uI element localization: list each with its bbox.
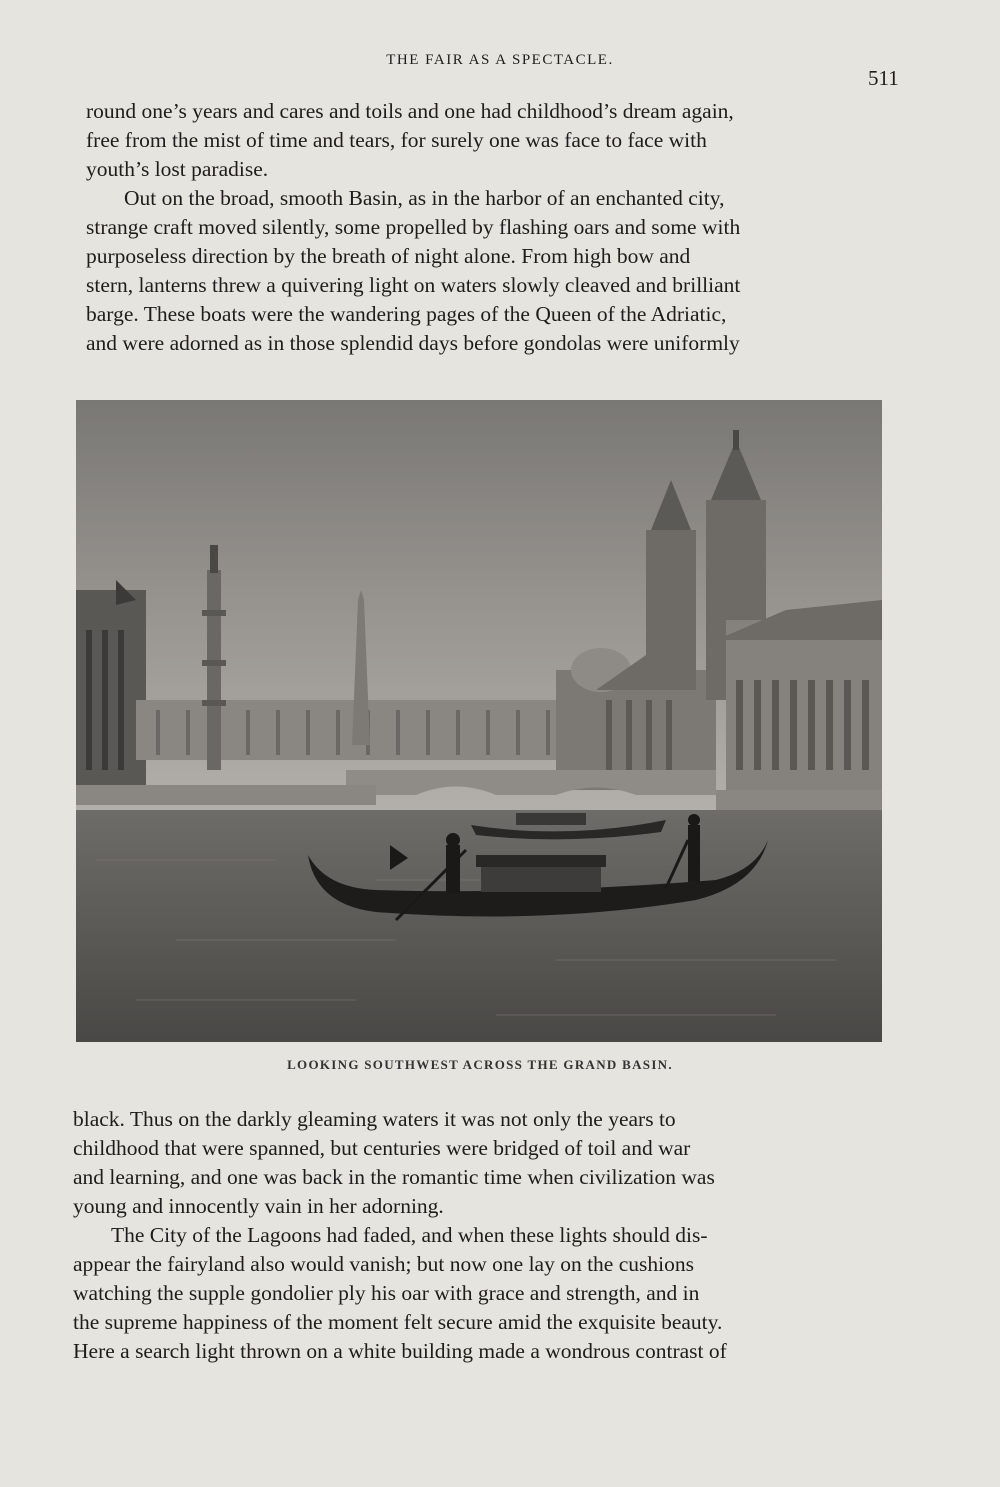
text-line: youth’s lost paradise. (86, 157, 269, 181)
text-line: purposeless direction by the breath of night alone. From high bow and (86, 244, 691, 268)
photograph-illustration (76, 400, 882, 1042)
running-header: THE FAIR AS A SPECTACLE. (386, 52, 614, 68)
text-line: the supreme happiness of the moment felt secure amid the exquisite beauty. (73, 1310, 723, 1334)
photograph-grand-basin (76, 400, 882, 1042)
paragraph-bottom (73, 1105, 883, 1366)
text-line: Out on the broad, smooth Basin, as in the harbor of an enchanted city, (124, 186, 725, 210)
page-number: 511 (868, 66, 899, 90)
text-line: and learning, and one was back in the romantic time when civilization was (73, 1165, 715, 1189)
text-line: black. Thus on the darkly gleaming waters it was not only the years to (73, 1107, 676, 1131)
paragraph-top (86, 97, 908, 358)
text-line: young and innocently vain in her adorning. (73, 1194, 444, 1218)
text-line: watching the supple gondolier ply his oar with grace and strength, and in (73, 1281, 700, 1305)
text-line: free from the mist of time and tears, for surely one was face to face with (86, 128, 707, 152)
text-line: strange craft moved silently, some propelled by flashing oars and some with (86, 215, 741, 239)
text-line: stern, lanterns threw a quivering light on waters slowly cleaved and brilliant (86, 273, 741, 297)
text-line: barge. These boats were the wandering pages of the Queen of the Adriatic, (86, 302, 727, 326)
text-line: childhood that were spanned, but centuries were bridged of toil and war (73, 1136, 691, 1160)
figure-caption: LOOKING SOUTHWEST ACROSS THE GRAND BASIN. (287, 1057, 673, 1072)
text-line: The City of the Lagoons had faded, and when these lights should dis- (111, 1223, 708, 1247)
text-line: Here a search light thrown on a white building made a wondrous contrast of (73, 1339, 727, 1363)
text-line: and were adorned as in those splendid days before gondolas were uniformly (86, 331, 740, 355)
text-line: round one’s years and cares and toils and one had childhood’s dream again, (86, 99, 734, 123)
text-line: appear the fairyland also would vanish; but now one lay on the cushions (73, 1252, 694, 1276)
